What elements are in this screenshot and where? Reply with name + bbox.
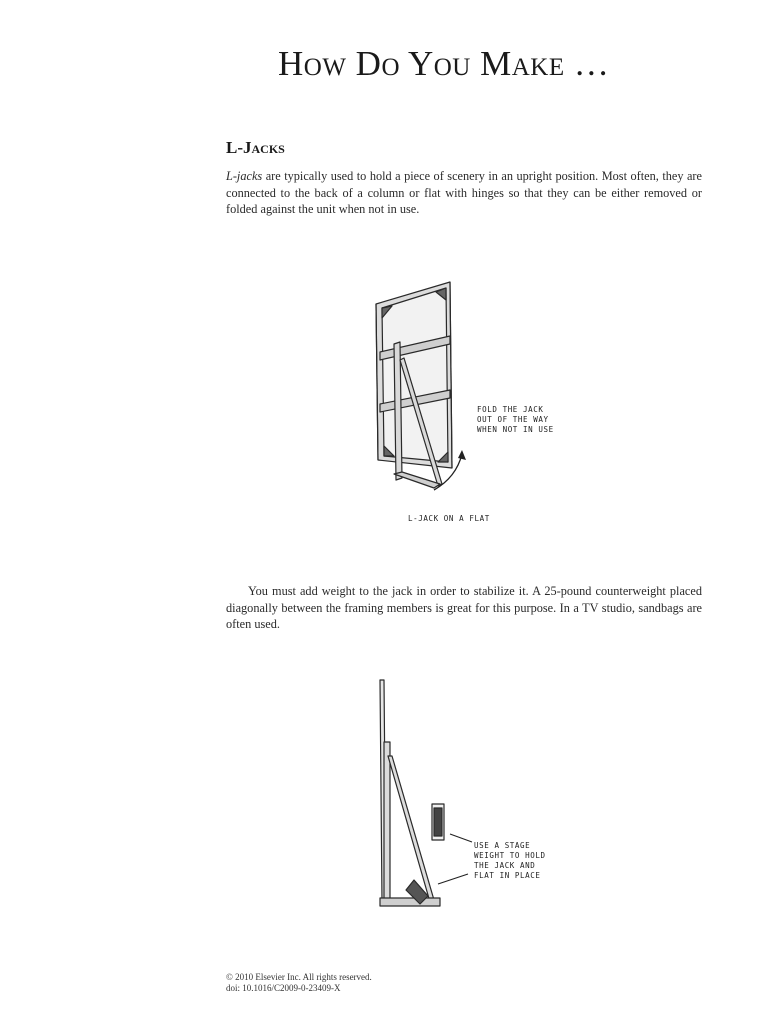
fig2-note-line-2: WEIGHT TO HOLD (474, 851, 546, 860)
stage-weight-illustration (372, 676, 562, 910)
fig2-note-line-3: THE JACK AND (474, 861, 536, 870)
fig2-note-line-1: USE A STAGE (474, 841, 531, 850)
intro-paragraph-text: are typically used to hold a piece of scenery in an upright position. Most often, they are connected to the back of a column or flat with hinges so that they can be either removed or folded against the unit when not in use. (226, 169, 702, 216)
section-heading: L-Jacks (226, 138, 285, 157)
fig1-note-line-3: WHEN NOT IN USE (477, 425, 554, 434)
copyright-notice: © 2010 Elsevier Inc. All rights reserved. (226, 972, 372, 982)
fig1-note-line-2: OUT OF THE WAY (477, 415, 549, 424)
page-footer (226, 972, 372, 994)
fig1-note-line-1: FOLD THE JACK (477, 405, 544, 414)
doi-reference: doi: 10.1016/C2009-0-23409-X (226, 983, 341, 993)
weight-paragraph: You must add weight to the jack in order to stabilize it. A 25-pound counterweight placed diagonally between the framing members is great for this purpose. In a TV studio, sandbags are often used. (226, 584, 702, 631)
fig1-caption: L-JACK ON A FLAT (408, 514, 490, 523)
fig2-note-line-4: FLAT IN PLACE (474, 871, 541, 880)
intro-paragraph (226, 168, 702, 218)
l-jack-on-flat-illustration (368, 278, 568, 533)
term-l-jacks: L-jacks (226, 169, 263, 183)
page-title: How Do You Make … (278, 44, 610, 83)
